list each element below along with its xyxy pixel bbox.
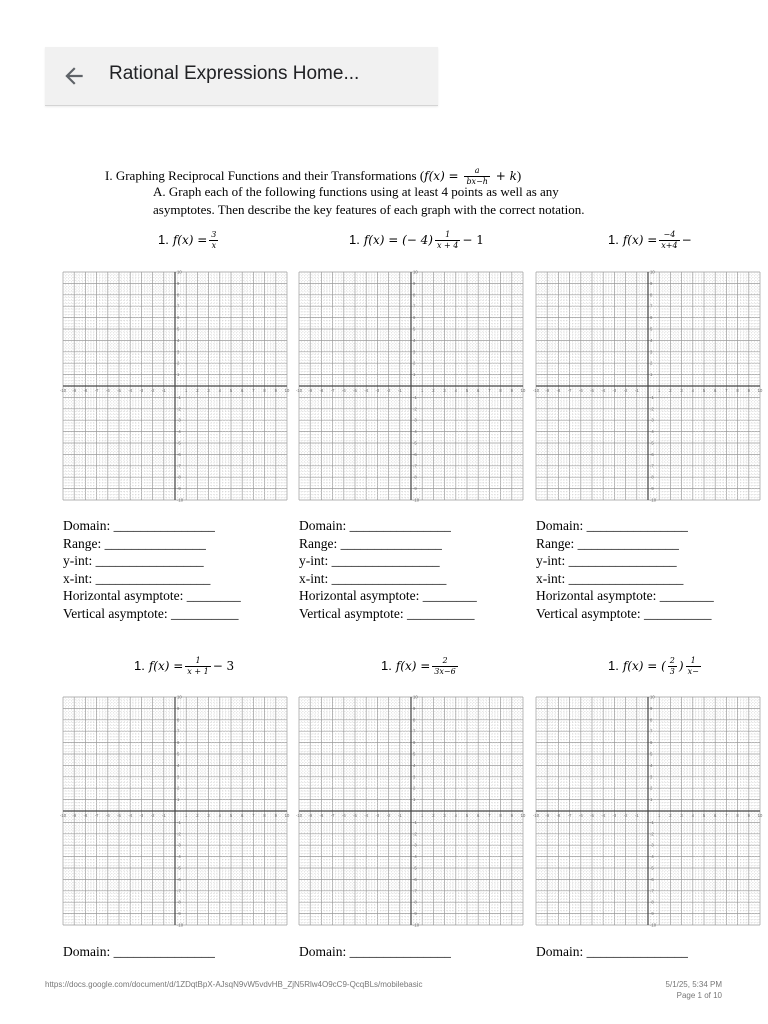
x-tick-label: 7 [725,388,728,393]
y-tick-label: 1 [413,372,416,378]
arrow-left-icon[interactable] [61,63,87,89]
x-tick-label: 9 [274,813,277,818]
y-tick-label: 7 [177,728,180,734]
problem-6: 1. f(x) = ( $\frac{2}{3}$ ) $\frac{1}{x-}$ [608,656,699,676]
x-tick-label: -3 [375,388,380,393]
y-tick-label: -5 [650,865,654,871]
x-tick-label: 7 [488,388,491,393]
x-tick-label: 8 [263,813,266,818]
domain-line: Domain: _______________ [536,518,688,533]
y-tick-label: 4 [650,762,653,768]
y-tick-label: 7 [650,728,653,734]
y-tick-label: -9 [650,911,654,917]
x-intercept-line: x-int: _________________ [299,570,447,586]
x-tick-label: -2 [623,813,628,818]
y-intercept-line: y-int: ________________ [536,553,677,569]
y-tick-label: -10 [177,497,184,503]
y-tick-label: 10 [650,269,655,275]
x-tick-label: -3 [139,388,144,393]
y-tick-label: -6 [413,876,417,882]
x-tick-label: 4 [218,388,221,393]
x-tick-label: -7 [330,388,335,393]
range-line: Range: _______________ [299,535,442,551]
y-tick-label: -2 [650,406,654,412]
vertical-asymptote-line: Vertical asymptote: __________ [536,605,712,621]
y-tick-label: -5 [177,865,181,871]
y-tick-label: 1 [413,797,416,803]
x-tick-label: -4 [364,388,369,393]
horizontal-asymptote-line: Horizontal asymptote: ________ [536,588,714,604]
x-tick-label: -6 [105,813,110,818]
x-tick-label: 10 [520,388,526,393]
x-tick-label: -1 [634,388,639,393]
y-tick-label: 6 [413,740,416,746]
y-intercept-line: y-int: ________________ [63,553,204,569]
x-tick-label: -8 [319,388,324,393]
x-tick-label: -6 [578,813,583,818]
y-tick-label: 7 [177,303,180,309]
y-tick-label: -1 [413,394,417,400]
x-tick-label: 3 [680,813,683,818]
y-tick-label: 3 [413,774,416,780]
x-tick-label: -3 [612,813,617,818]
y-tick-label: 2 [177,785,180,791]
y-tick-label: -8 [177,474,181,480]
y-tick-label: -1 [177,394,181,400]
y-tick-label: 5 [413,326,416,332]
section-heading-text: I. Graphing Reciprocal Functions and their Transformations ( [105,168,425,183]
y-tick-label: -3 [650,842,654,848]
x-tick-label: 8 [499,813,502,818]
y-tick-label: -3 [650,417,654,423]
x-tick-label: -8 [556,813,561,818]
y-tick-label: -5 [413,440,417,446]
y-tick-label: -2 [413,406,417,412]
y-tick-label: -10 [177,922,184,928]
y-tick-label: -10 [413,922,420,928]
section-heading: I. Graphing Reciprocal Functions and their Transformations (f(x) = $\frac{a}{bx-h}$ + k) [105,166,522,186]
y-tick-label: 2 [413,360,416,366]
y-tick-label: -3 [177,842,181,848]
document-title: Rational Expressions Home... [109,63,360,84]
problem-5: 1. f(x) = $\frac{2}{3x-6}$ [381,656,456,676]
x-tick-label: -6 [341,388,346,393]
x-tick-label: -8 [556,388,561,393]
x-tick-label: 3 [443,388,446,393]
y-tick-label: 6 [650,315,653,321]
x-tick-label: 4 [691,813,694,818]
y-tick-label: -1 [650,394,654,400]
problem-1: 1. f(x) = $\frac{3}{x}$ [158,230,217,250]
y-tick-label: -4 [177,429,181,435]
x-tick-label: 4 [218,813,221,818]
y-tick-label: 4 [177,337,180,343]
x-tick-label: -1 [397,813,402,818]
y-tick-label: 6 [177,315,180,321]
y-tick-label: -8 [650,474,654,480]
x-tick-label: 1 [185,388,188,393]
y-tick-label: -4 [413,429,417,435]
x-tick-label: 5 [465,813,469,818]
x-tick-label: -5 [117,813,121,818]
y-tick-label: -10 [650,922,657,928]
y-tick-label: -1 [413,819,417,825]
x-tick-label: -8 [83,813,88,818]
y-tick-label: -9 [177,911,181,917]
x-tick-label: 9 [510,388,513,393]
x-tick-label: -1 [634,813,639,818]
x-tick-label: 5 [229,388,233,393]
x-tick-label: -9 [72,388,77,393]
coordinate-grid-6[interactable] [532,694,763,928]
y-tick-label: -2 [413,831,417,837]
x-tick-label: -7 [330,813,335,818]
y-tick-label: -3 [413,417,417,423]
y-tick-label: 3 [413,349,416,355]
x-tick-label: -4 [128,813,133,818]
x-tick-label: -1 [161,813,166,818]
y-tick-label: 9 [177,705,180,711]
instruction-line-2: asymptotes. Then describe the key features of each graph with the correct notation. [153,202,585,217]
x-tick-label: 9 [274,388,277,393]
x-tick-label: 5 [702,388,706,393]
y-tick-label: -8 [413,474,417,480]
y-tick-label: 5 [177,326,180,332]
x-tick-label: 8 [736,813,739,818]
x-tick-label: -6 [105,388,110,393]
coordinate-grid-4[interactable] [59,694,290,928]
y-tick-label: -1 [177,819,181,825]
features-block-1 [63,517,241,623]
x-tick-label: 10 [757,813,763,818]
y-tick-label: -9 [650,486,654,492]
y-tick-label: -1 [650,819,654,825]
x-tick-label: 6 [241,813,244,818]
y-tick-label: -8 [177,899,181,905]
coordinate-grid-2[interactable] [295,269,526,503]
y-tick-label: 3 [650,774,653,780]
coordinate-grid-1[interactable] [59,269,290,503]
x-tick-label: 5 [465,388,469,393]
x-tick-label: -9 [308,388,313,393]
y-tick-label: -9 [177,486,181,492]
y-tick-label: 10 [650,694,655,700]
x-tick-label: -6 [341,813,346,818]
y-tick-label: -9 [413,486,417,492]
instruction-line-1: A. Graph each of the following functions using at least 4 points as well as any [153,184,559,199]
x-tick-label: 3 [207,813,210,818]
x-tick-label: 2 [196,813,199,818]
x-tick-label: 6 [714,813,717,818]
x-tick-label: -10 [532,813,540,818]
domain-line-5: Domain: _______________ [299,944,451,959]
x-tick-label: 2 [669,388,672,393]
y-tick-label: 5 [413,751,416,757]
y-tick-label: -2 [650,831,654,837]
y-tick-label: -4 [650,429,654,435]
footer-url: https://docs.google.com/document/d/1ZDqtBpX-AJsqN9vW5vdvHB_ZjN5Rlw4O9cC9-QcqBLs/mobilebasic [45,980,423,989]
y-tick-label: 1 [650,797,653,803]
x-tick-label: -5 [590,813,594,818]
coordinate-grid-3[interactable] [532,269,763,503]
x-tick-label: 1 [185,813,188,818]
y-tick-label: 8 [413,717,416,723]
y-tick-label: 3 [650,349,653,355]
y-tick-label: 5 [650,326,653,332]
y-tick-label: -8 [650,899,654,905]
x-tick-label: 1 [421,388,424,393]
y-tick-label: -5 [650,440,654,446]
x-tick-label: -2 [386,813,391,818]
x-tick-label: -1 [161,388,166,393]
domain-line: Domain: _______________ [63,518,215,533]
x-tick-label: 2 [669,813,672,818]
x-tick-label: 8 [736,388,739,393]
range-line: Range: _______________ [63,535,206,551]
y-tick-label: 9 [650,705,653,711]
problem-3: 1. f(x) = $\frac{-4}{x+4}$ − [608,230,692,250]
x-tick-label: 6 [241,388,244,393]
x-tick-label: 4 [454,813,457,818]
y-tick-label: 10 [177,269,182,275]
x-tick-label: -5 [353,813,357,818]
y-tick-label: -8 [413,899,417,905]
x-tick-label: 9 [747,813,750,818]
y-tick-label: 2 [413,785,416,791]
x-tick-label: 8 [499,388,502,393]
x-tick-label: -7 [567,813,572,818]
y-tick-label: -7 [413,463,417,469]
y-tick-label: 4 [177,762,180,768]
y-tick-label: 5 [650,751,653,757]
x-tick-label: 5 [702,813,706,818]
x-tick-label: 7 [252,813,255,818]
x-tick-label: -7 [567,388,572,393]
y-tick-label: 9 [413,705,416,711]
x-tick-label: -1 [397,388,402,393]
y-tick-label: 6 [650,740,653,746]
x-tick-label: 8 [263,388,266,393]
y-tick-label: -4 [413,854,417,860]
x-tick-label: -10 [59,813,67,818]
y-tick-label: 2 [650,360,653,366]
y-tick-label: 9 [177,280,180,286]
x-tick-label: 10 [284,813,290,818]
problem-4: 1. f(x) = $\frac{1}{x + 1}$ − 3 [134,656,235,676]
general-form-equation: f(x) = $\frac{a}{bx-h}$ + k [424,166,517,186]
y-tick-label: -3 [413,842,417,848]
x-tick-label: -4 [601,813,606,818]
y-tick-label: -3 [177,417,181,423]
features-block-3 [536,517,724,627]
y-tick-label: -7 [650,888,654,894]
x-tick-label: -9 [545,388,550,393]
coordinate-grid-5[interactable] [295,694,526,928]
footer-page: Page 1 of 10 [676,991,722,1000]
x-tick-label: -3 [375,813,380,818]
y-tick-label: -7 [177,888,181,894]
y-tick-label: -6 [650,451,654,457]
x-tick-label: -3 [139,813,144,818]
y-tick-label: 9 [650,280,653,286]
y-tick-label: -6 [177,876,181,882]
x-tick-label: 7 [252,388,255,393]
y-tick-label: 8 [177,292,180,298]
x-tick-label: -7 [94,388,99,393]
x-tick-label: -10 [532,388,540,393]
x-tick-label: 2 [432,813,435,818]
y-tick-label: 8 [650,292,653,298]
vertical-asymptote-line: Vertical asymptote: __________ [299,605,475,621]
footer-timestamp: 5/1/25, 5:34 PM [665,980,722,989]
problem-2: 1. f(x) = (− 4) $\frac{1}{x + 4}$ − 1 [349,230,484,250]
y-tick-label: -2 [177,406,181,412]
y-tick-label: -7 [413,888,417,894]
x-tick-label: 9 [510,813,513,818]
x-tick-label: 1 [658,813,661,818]
y-tick-label: 7 [413,303,416,309]
range-line: Range: _______________ [536,535,679,551]
vertical-asymptote-line: Vertical asymptote: __________ [63,605,239,621]
y-tick-label: 8 [650,717,653,723]
y-tick-label: -9 [413,911,417,917]
x-tick-label: -9 [545,813,550,818]
features-block-2 [299,517,477,623]
top-app-bar [45,47,438,106]
x-tick-label: 9 [747,388,750,393]
y-intercept-line: y-int: ________________ [299,553,440,569]
x-tick-label: 2 [196,388,199,393]
y-tick-label: 6 [177,740,180,746]
y-tick-label: 1 [177,797,180,803]
x-tick-label: -9 [308,813,313,818]
x-intercept-line: x-int: _________________ [536,570,684,586]
y-tick-label: 10 [413,694,418,700]
y-tick-label: 10 [413,269,418,275]
y-tick-label: 1 [650,372,653,378]
y-tick-label: -6 [413,451,417,457]
y-tick-label: 6 [413,315,416,321]
x-tick-label: -6 [578,388,583,393]
x-tick-label: -2 [386,388,391,393]
x-tick-label: 3 [443,813,446,818]
x-tick-label: -5 [117,388,121,393]
y-tick-label: 4 [413,762,416,768]
x-tick-label: 5 [229,813,233,818]
x-tick-label: 6 [714,388,717,393]
y-tick-label: -4 [177,854,181,860]
x-tick-label: -7 [94,813,99,818]
x-tick-label: -8 [319,813,324,818]
y-tick-label: 3 [177,774,180,780]
x-tick-label: 10 [520,813,526,818]
y-tick-label: -2 [177,831,181,837]
x-tick-label: 3 [207,388,210,393]
y-tick-label: 4 [413,337,416,343]
y-tick-label: 7 [650,303,653,309]
x-intercept-line: x-int: _________________ [63,570,211,586]
x-tick-label: -5 [590,388,594,393]
y-tick-label: 10 [177,694,182,700]
x-tick-label: 6 [477,813,480,818]
x-tick-label: 7 [725,813,728,818]
x-tick-label: 3 [680,388,683,393]
y-tick-label: 2 [177,360,180,366]
x-tick-label: -10 [295,813,303,818]
y-tick-label: 2 [650,785,653,791]
horizontal-asymptote-line: Horizontal asymptote: ________ [63,588,241,604]
x-tick-label: -10 [295,388,303,393]
x-tick-label: -2 [150,388,155,393]
y-tick-label: 3 [177,349,180,355]
y-tick-label: 4 [650,337,653,343]
domain-line-6: Domain: _______________ [536,944,688,959]
y-tick-label: -5 [177,440,181,446]
x-tick-label: -9 [72,813,77,818]
x-tick-label: -2 [623,388,628,393]
domain-line-4: Domain: _______________ [63,944,215,959]
x-tick-label: 2 [432,388,435,393]
x-tick-label: -2 [150,813,155,818]
x-tick-label: 1 [658,388,661,393]
domain-line: Domain: _______________ [299,518,451,533]
x-tick-label: 10 [757,388,763,393]
y-tick-label: 1 [177,372,180,378]
x-tick-label: -5 [353,388,357,393]
y-tick-label: 8 [177,717,180,723]
x-tick-label: 10 [284,388,290,393]
y-tick-label: -4 [650,854,654,860]
y-tick-label: -5 [413,865,417,871]
x-tick-label: 6 [477,388,480,393]
x-tick-label: 4 [691,388,694,393]
y-tick-label: 7 [413,728,416,734]
x-tick-label: -10 [59,388,67,393]
y-tick-label: 5 [177,751,180,757]
x-tick-label: 7 [488,813,491,818]
x-tick-label: 1 [421,813,424,818]
y-tick-label: -6 [177,451,181,457]
y-tick-label: -10 [650,497,657,503]
x-tick-label: -4 [128,388,133,393]
y-tick-label: -6 [650,876,654,882]
horizontal-asymptote-line: Horizontal asymptote: ________ [299,588,477,604]
y-tick-label: -10 [413,497,420,503]
y-tick-label: -7 [650,463,654,469]
x-tick-label: -8 [83,388,88,393]
x-tick-label: 4 [454,388,457,393]
y-tick-label: -7 [177,463,181,469]
y-tick-label: 9 [413,280,416,286]
x-tick-label: -3 [612,388,617,393]
y-tick-label: 8 [413,292,416,298]
x-tick-label: -4 [364,813,369,818]
x-tick-label: -4 [601,388,606,393]
